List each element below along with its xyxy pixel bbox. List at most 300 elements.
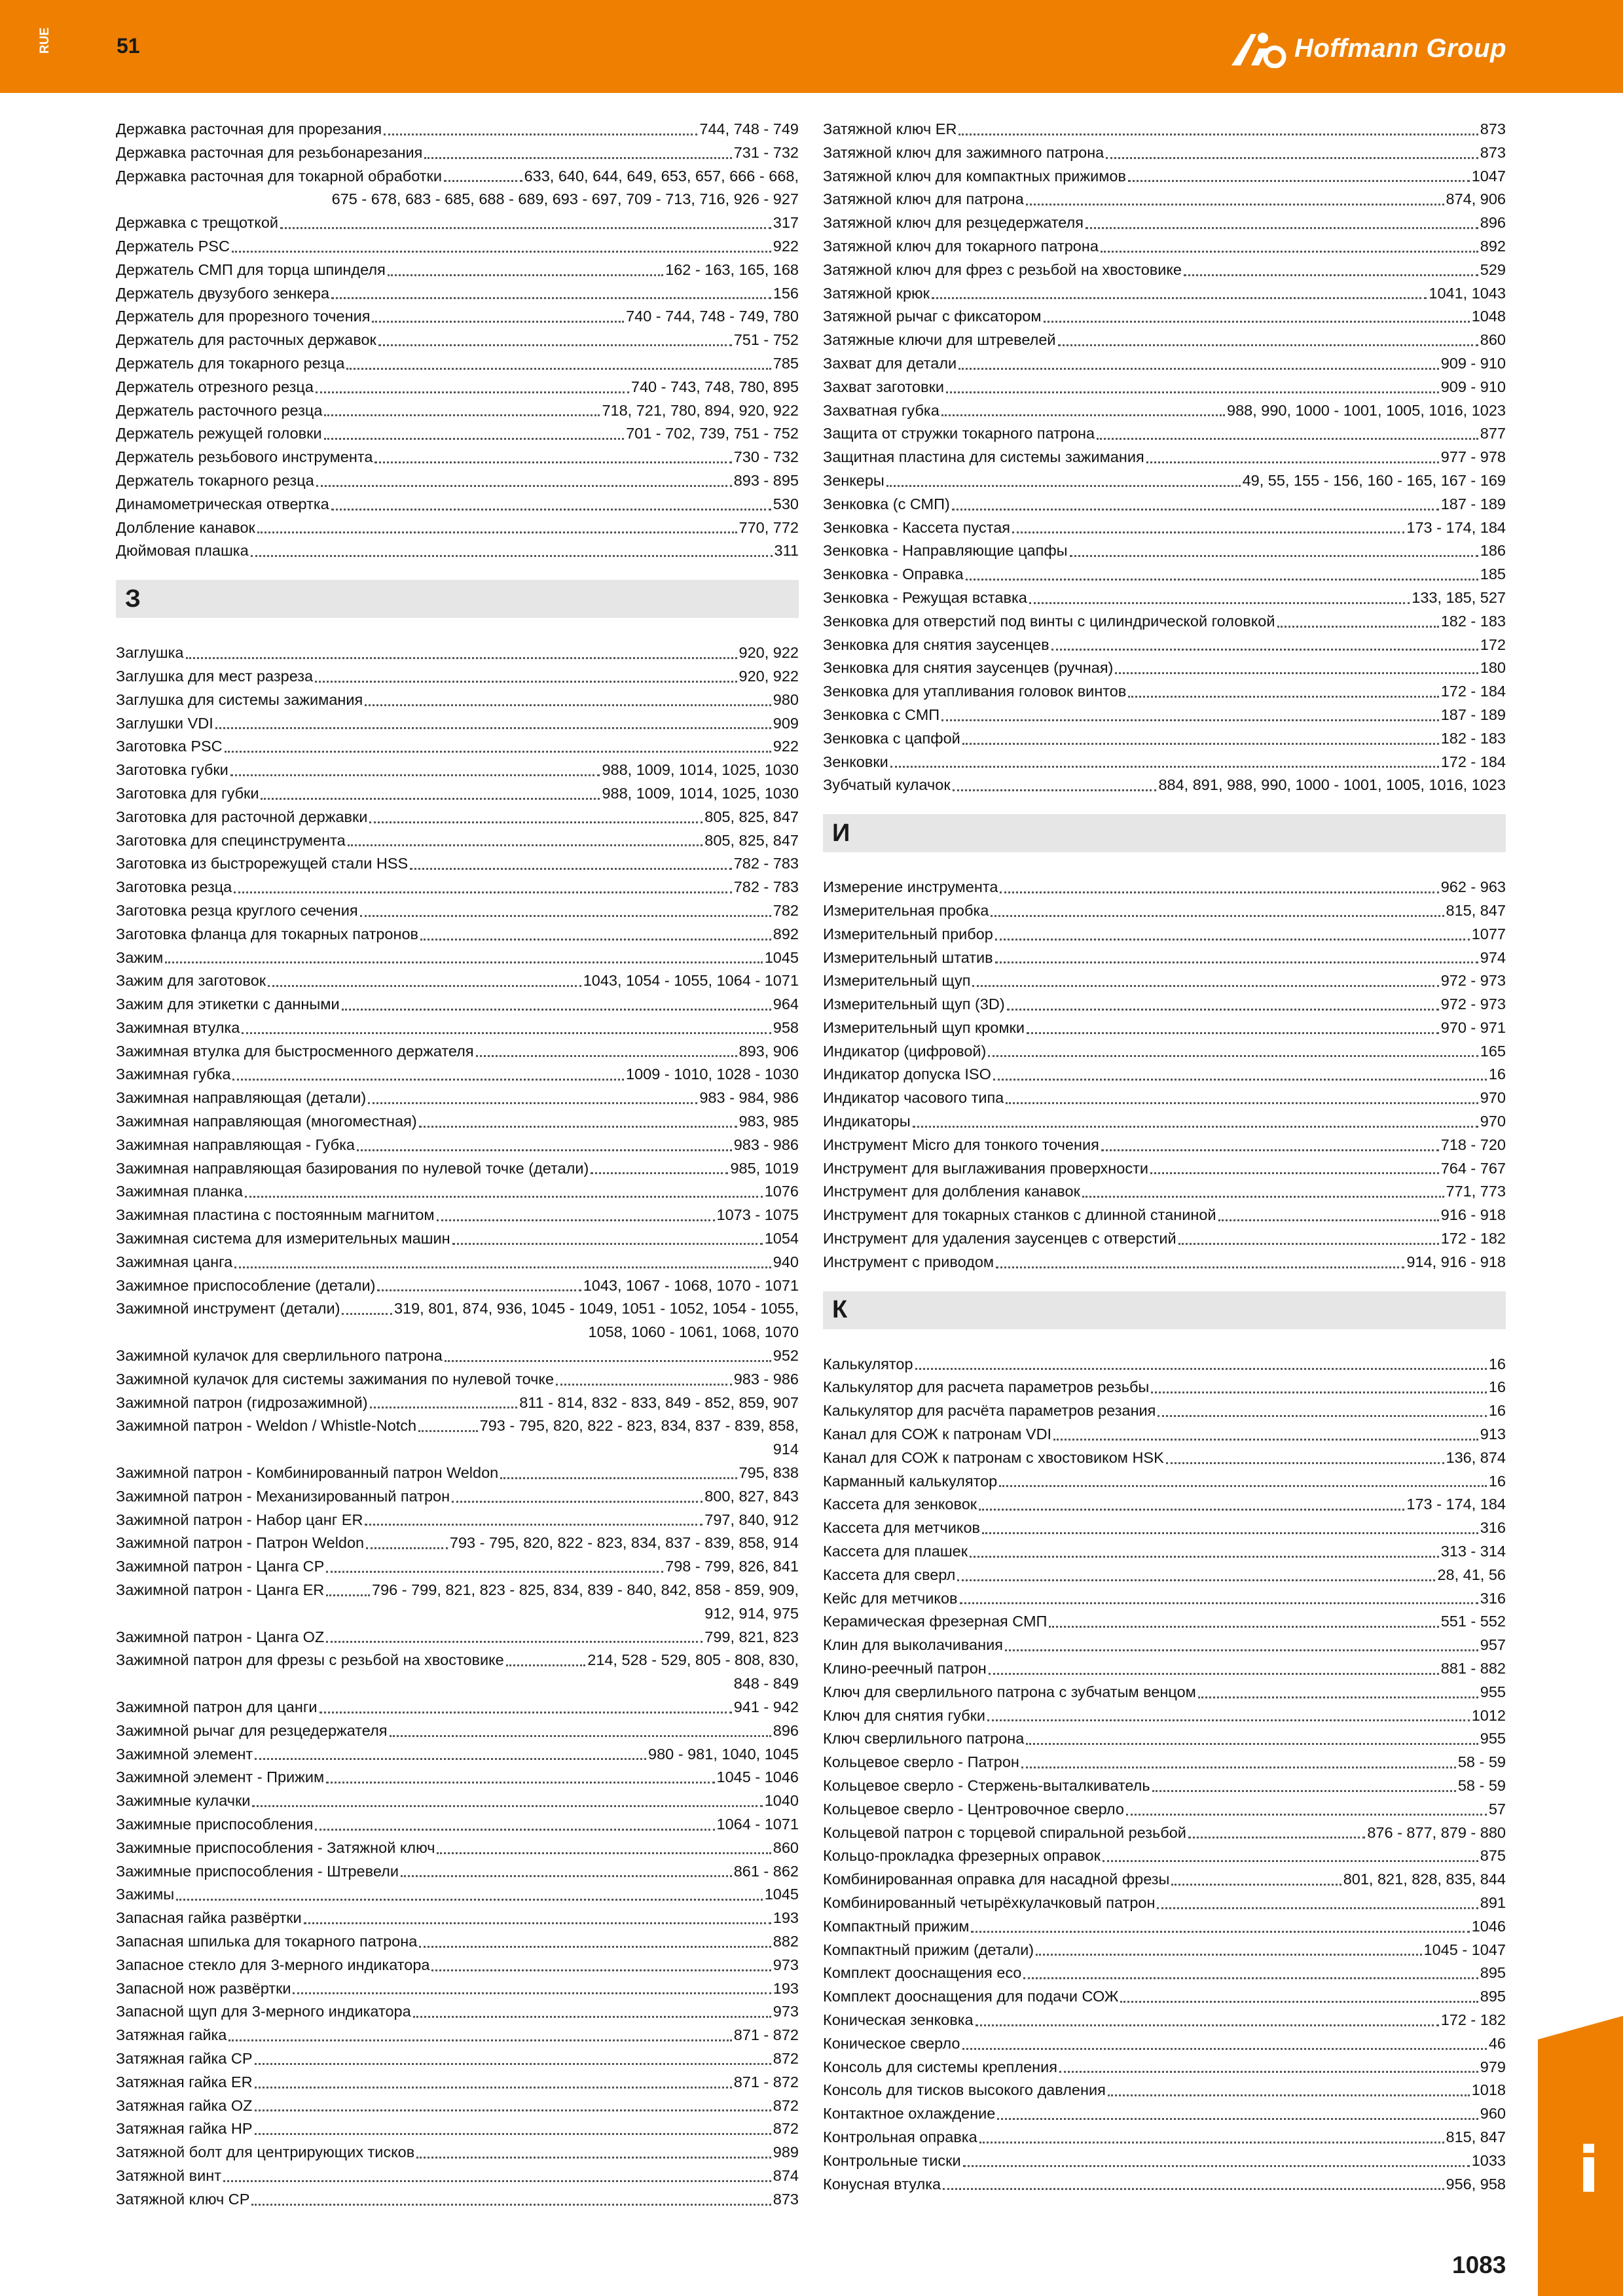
entry-term: Запасной щуп для 3-мерного индикатора bbox=[116, 2003, 411, 2020]
index-entry bbox=[823, 1587, 1506, 1611]
index-entry bbox=[823, 1939, 1506, 1962]
entry-pages: 914, 916 - 918 bbox=[1406, 1253, 1506, 1270]
index-entry bbox=[116, 2000, 799, 2024]
entry-term: Долбление канавок bbox=[116, 518, 255, 536]
entry-term: Держатель отрезного резца bbox=[116, 378, 314, 395]
entry-term: Державка расточная для токарной обработки bbox=[116, 167, 442, 185]
entry-pages: 782 - 783 bbox=[733, 878, 799, 896]
index-entry bbox=[116, 1626, 799, 1649]
entry-pages: 893 - 895 bbox=[733, 471, 799, 489]
dot-leader bbox=[556, 1384, 732, 1386]
index-entry bbox=[116, 2094, 799, 2118]
entry-term: Кассета для плашек bbox=[823, 1543, 968, 1560]
index-entry bbox=[823, 1821, 1506, 1845]
dot-leader bbox=[255, 1758, 646, 1760]
entry-term: Зажимной элемент - Прижим bbox=[116, 1768, 325, 1786]
index-entry bbox=[823, 2102, 1506, 2126]
index-entry bbox=[116, 1016, 799, 1040]
dot-leader bbox=[165, 961, 762, 963]
index-entry bbox=[116, 1227, 799, 1251]
index-entry bbox=[823, 1657, 1506, 1681]
entry-pages: 1077 bbox=[1471, 925, 1506, 942]
entry-pages: 319, 801, 874, 936, 1045 - 1049, 1051 - 1052, 1054 - 1055, bbox=[393, 1300, 799, 1318]
dot-leader bbox=[365, 1524, 702, 1526]
index-entry bbox=[116, 1368, 799, 1391]
index-entry bbox=[823, 1915, 1506, 1939]
dot-leader bbox=[1053, 1439, 1478, 1441]
entry-pages: 1047 bbox=[1471, 167, 1506, 185]
index-entry bbox=[823, 188, 1506, 211]
entry-term: Комбинированный четырёхкулачковый патрон bbox=[823, 1893, 1156, 1911]
entry-term: Зажимная втулка для быстросменного держателя bbox=[116, 1042, 474, 1060]
entry-term: Державка с трещоткой bbox=[116, 214, 279, 232]
dot-leader bbox=[1198, 1696, 1478, 1698]
entry-term: Затяжной крюк bbox=[823, 284, 930, 302]
entry-pages: 316 bbox=[1480, 1589, 1506, 1607]
dot-leader bbox=[1152, 1790, 1456, 1792]
entry-term: Зажимная губка bbox=[116, 1066, 231, 1083]
entry-pages: 1018 bbox=[1471, 2081, 1506, 2099]
entry-term: Зажимное приспособление (детали) bbox=[116, 1276, 376, 1294]
index-entry bbox=[823, 1251, 1506, 1274]
entry-term: Затяжная гайка OZ bbox=[116, 2096, 253, 2114]
entry-pages: 16 bbox=[1488, 1066, 1506, 1083]
entry-pages: 882 bbox=[773, 1932, 799, 1950]
entry-term: Зенковка для снятия заусенцев (ручная) bbox=[823, 659, 1114, 677]
entry-term: Затяжная гайка CP bbox=[116, 2049, 253, 2067]
entry-pages: 977 - 978 bbox=[1440, 448, 1506, 466]
entry-pages: 983 - 986 bbox=[733, 1136, 799, 1153]
dot-leader bbox=[991, 915, 1444, 917]
dot-leader bbox=[982, 1532, 1478, 1534]
entry-term: Зажимной патрон - Набор цанг ER bbox=[116, 1511, 363, 1528]
index-entry bbox=[823, 2079, 1506, 2102]
entry-pages: 881 - 882 bbox=[1440, 1660, 1506, 1677]
dot-leader bbox=[1128, 696, 1438, 698]
index-entry bbox=[823, 1540, 1506, 1564]
entry-pages: 892 bbox=[1480, 237, 1506, 255]
dot-leader bbox=[993, 1079, 1487, 1081]
index-entry bbox=[116, 641, 799, 665]
dot-leader bbox=[1115, 672, 1478, 674]
index-entry bbox=[823, 493, 1506, 516]
dot-leader bbox=[962, 743, 1439, 745]
entry-term: Зажимы bbox=[116, 1886, 175, 1903]
dot-leader bbox=[1000, 891, 1438, 893]
entry-term: Компактный прижим bbox=[823, 1917, 970, 1935]
entry-pages: 58 - 59 bbox=[1457, 1753, 1506, 1771]
entry-pages: 16 bbox=[1488, 1402, 1506, 1420]
index-entry bbox=[823, 165, 1506, 188]
entry-term: Индикатор часового типа bbox=[823, 1089, 1004, 1107]
entry-term: Компактный прижим (детали) bbox=[823, 1941, 1034, 1958]
index-entry bbox=[116, 141, 799, 165]
dot-leader bbox=[476, 1055, 737, 1057]
index-entry bbox=[823, 539, 1506, 563]
index-entry bbox=[823, 634, 1506, 657]
dot-leader bbox=[932, 297, 1427, 299]
hoffmann-logo-icon bbox=[1229, 29, 1288, 68]
entry-term: Затяжная гайка HP bbox=[116, 2120, 253, 2138]
dot-leader bbox=[445, 1360, 771, 1362]
index-entry bbox=[116, 969, 799, 993]
entry-pages: 980 bbox=[773, 691, 799, 708]
entry-pages: 920, 922 bbox=[739, 667, 799, 685]
entry-term: Карманный калькулятор bbox=[823, 1472, 998, 1490]
entry-term: Кольцо-прокладка фрезерных оправок bbox=[823, 1847, 1101, 1865]
entry-pages: 1048 bbox=[1471, 308, 1506, 325]
dot-leader bbox=[377, 1289, 581, 1291]
entry-term: Зажимной кулачок для системы зажимания по нулевой точке bbox=[116, 1370, 555, 1388]
entry-pages: 172 - 184 bbox=[1440, 683, 1506, 700]
entry-term: Держатель для прорезного точения bbox=[116, 308, 371, 325]
dot-leader bbox=[324, 414, 600, 416]
index-entry bbox=[823, 656, 1506, 680]
index-entry bbox=[823, 751, 1506, 774]
entry-term: Дюймовая плашка bbox=[116, 542, 249, 560]
index-entry bbox=[116, 1040, 799, 1064]
dot-leader bbox=[979, 2142, 1444, 2144]
entry-pages: 1046 bbox=[1471, 1917, 1506, 1935]
index-entry bbox=[823, 876, 1506, 899]
dot-leader bbox=[384, 134, 697, 135]
entry-pages: 973 bbox=[773, 1956, 799, 1973]
entry-pages: 941 - 942 bbox=[733, 1698, 799, 1715]
index-entry bbox=[116, 2071, 799, 2094]
index-entry bbox=[116, 1157, 799, 1181]
dot-leader bbox=[1023, 1977, 1478, 1979]
dot-leader bbox=[268, 985, 581, 987]
dot-leader bbox=[390, 1735, 771, 1737]
index-entry bbox=[116, 1086, 799, 1110]
index-entry bbox=[823, 141, 1506, 165]
entry-term: Зажимной патрон - Комбинированный патрон Weldon bbox=[116, 1464, 499, 1482]
entry-pages: 165 bbox=[1480, 1042, 1506, 1060]
index-entry bbox=[116, 899, 799, 923]
dot-leader bbox=[331, 509, 771, 511]
entry-pages: 793 - 795, 820, 822 - 823, 834, 837 - 839, 858, bbox=[479, 1417, 799, 1435]
entry-pages: 182 - 183 bbox=[1440, 612, 1506, 630]
entry-term: Зажимная направляющая (детали) bbox=[116, 1089, 367, 1107]
index-entry bbox=[823, 376, 1506, 399]
entry-pages: 172 - 184 bbox=[1440, 753, 1506, 770]
entry-term: Измерительный щуп bbox=[823, 972, 971, 990]
entry-term: Зенковки bbox=[823, 753, 888, 770]
dot-leader bbox=[230, 774, 600, 776]
entry-term: Затяжная гайка bbox=[116, 2026, 227, 2044]
index-entry bbox=[116, 946, 799, 970]
index-entry bbox=[823, 1376, 1506, 1399]
entry-pages: 718, 721, 780, 894, 920, 922 bbox=[602, 401, 799, 419]
entry-pages: 172 - 182 bbox=[1440, 2011, 1506, 2028]
dot-leader bbox=[989, 1673, 1439, 1675]
index-entry bbox=[823, 1610, 1506, 1634]
dot-leader bbox=[342, 1009, 771, 1011]
entry-term: Заглушка для мест разреза bbox=[116, 667, 314, 685]
entry-pages: 956, 958 bbox=[1446, 2175, 1506, 2193]
index-entry bbox=[116, 1509, 799, 1532]
index-entry bbox=[116, 1110, 799, 1134]
entry-pages: 16 bbox=[1488, 1472, 1506, 1490]
entry-pages: 1043, 1067 - 1068, 1070 - 1071 bbox=[583, 1276, 799, 1294]
index-entry bbox=[116, 2024, 799, 2047]
entry-term: Заготовка губки bbox=[116, 761, 228, 779]
entry-term: Зажимная планка bbox=[116, 1183, 243, 1200]
entry-pages: 740 - 744, 748 - 749, 780 bbox=[626, 308, 799, 325]
entry-term: Зажимная система для измерительных машин bbox=[116, 1230, 450, 1247]
dot-leader bbox=[346, 368, 771, 370]
index-entry bbox=[823, 946, 1506, 970]
dot-leader bbox=[987, 1719, 1470, 1721]
entry-term: Держатель для токарного резца bbox=[116, 354, 345, 372]
entry-pages: 989 bbox=[773, 2144, 799, 2161]
dot-leader bbox=[1128, 180, 1470, 182]
dot-leader bbox=[437, 1219, 715, 1221]
dot-leader bbox=[255, 2063, 771, 2065]
entry-pages: 983 - 986 bbox=[733, 1370, 799, 1388]
entry-pages: 916 - 918 bbox=[1440, 1206, 1506, 1224]
dot-leader bbox=[1101, 1149, 1439, 1151]
entry-term: Калькулятор для расчета параметров резьбы bbox=[823, 1378, 1150, 1396]
entry-pages: 730 - 732 bbox=[733, 448, 799, 466]
dot-leader bbox=[890, 766, 1439, 768]
entry-pages: 815, 847 bbox=[1446, 901, 1506, 919]
index-entry bbox=[116, 2141, 799, 2164]
entry-term: Кольцевое сверло - Центровочное сверло bbox=[823, 1800, 1124, 1818]
index-entry bbox=[823, 1564, 1506, 1587]
entry-pages: 909 - 910 bbox=[1440, 354, 1506, 372]
index-entry bbox=[116, 689, 799, 712]
index-entry bbox=[823, 1040, 1506, 1064]
entry-term: Держатель режущей головки bbox=[116, 425, 322, 442]
index-entry bbox=[823, 1470, 1506, 1494]
entry-pages: 173 - 174, 184 bbox=[1406, 1496, 1506, 1513]
entry-pages: 913 bbox=[1480, 1426, 1506, 1443]
entry-term: Инструмент Micro для тонкого точения bbox=[823, 1136, 1099, 1153]
entry-term: Затяжной рычаг с фиксатором bbox=[823, 308, 1042, 325]
index-entry bbox=[823, 1134, 1506, 1157]
index-entry bbox=[823, 923, 1506, 946]
entry-pages: 771, 773 bbox=[1446, 1183, 1506, 1200]
index-column-left bbox=[116, 118, 799, 2212]
index-entry bbox=[823, 774, 1506, 797]
entry-pages: 979 bbox=[1480, 2058, 1506, 2075]
index-entry bbox=[116, 712, 799, 736]
index-entry bbox=[116, 376, 799, 399]
dot-leader bbox=[242, 1032, 771, 1034]
index-entry bbox=[116, 493, 799, 516]
dot-leader bbox=[970, 1556, 1439, 1558]
entry-pages: 983 - 984, 986 bbox=[699, 1089, 799, 1107]
entry-term: Зажимные приспособления - Штревели bbox=[116, 1862, 399, 1880]
dot-leader bbox=[255, 2133, 771, 2135]
dot-leader bbox=[1184, 274, 1478, 276]
entry-term: Измерительный прибор bbox=[823, 925, 993, 942]
index-entry bbox=[116, 1391, 799, 1415]
dot-leader bbox=[245, 1196, 763, 1198]
index-entry bbox=[116, 1204, 799, 1227]
index-entry bbox=[116, 1134, 799, 1157]
entry-pages: 633, 640, 644, 649, 653, 657, 666 - 668, bbox=[524, 167, 799, 185]
index-entry bbox=[116, 539, 799, 563]
entry-term: Контрольные тиски bbox=[823, 2151, 961, 2169]
index-entry bbox=[116, 1180, 799, 1204]
entry-term: Коническая зенковка bbox=[823, 2011, 974, 2028]
dot-leader bbox=[1108, 2094, 1470, 2096]
index-entry bbox=[823, 2009, 1506, 2032]
dot-leader bbox=[1021, 1767, 1456, 1768]
entry-pages: 57 bbox=[1488, 1800, 1506, 1818]
dot-leader bbox=[370, 1407, 518, 1408]
entry-term: Измерительный щуп (3D) bbox=[823, 996, 1005, 1013]
entry-pages: 800, 827, 843 bbox=[704, 1487, 799, 1505]
entry-term: Зажимные приспособления bbox=[116, 1815, 314, 1833]
entry-pages: 317 bbox=[773, 214, 799, 232]
entry-term: Держатель расточного резца bbox=[116, 401, 323, 419]
index-entry bbox=[116, 1860, 799, 1884]
index-entry bbox=[116, 2164, 799, 2188]
dot-leader bbox=[1106, 157, 1478, 159]
entry-pages: 162 - 163, 165, 168 bbox=[665, 260, 799, 278]
index-entry bbox=[823, 1751, 1506, 1774]
entry-term: Измерительный щуп кромки bbox=[823, 1018, 1025, 1036]
entry-term: Зажимной патрон - Цанга OZ bbox=[116, 1628, 325, 1645]
entry-term: Зажимные приспособления - Затяжной ключ bbox=[116, 1839, 435, 1856]
entry-pages: 805, 825, 847 bbox=[704, 831, 799, 849]
index-entry bbox=[823, 1110, 1506, 1134]
entry-pages: 1043, 1054 - 1055, 1064 - 1071 bbox=[583, 972, 799, 990]
index-entry bbox=[823, 1227, 1506, 1251]
entry-term: Зенковка - Направляющие цапфы bbox=[823, 542, 1068, 560]
index-entry bbox=[116, 1649, 799, 1696]
entry-pages: 1012 bbox=[1471, 1706, 1506, 1724]
dot-leader bbox=[365, 704, 771, 706]
entry-pages: 156 bbox=[773, 284, 799, 302]
entry-term: Измерительная пробка bbox=[823, 901, 989, 919]
entry-term: Затяжной ключ для компактных прижимов bbox=[823, 167, 1126, 185]
entry-term: Зажимная направляющая - Губка bbox=[116, 1136, 355, 1153]
entry-pages: 895 bbox=[1480, 1988, 1506, 2005]
entry-pages: 172 - 182 bbox=[1440, 1230, 1506, 1247]
entry-pages: 811 - 814, 832 - 833, 849 - 852, 859, 907 bbox=[519, 1393, 799, 1411]
entry-term: Инструмент для долбления канавок bbox=[823, 1183, 1080, 1200]
entry-pages: 1045 - 1046 bbox=[716, 1768, 799, 1786]
index-entry bbox=[823, 1204, 1506, 1227]
dot-leader bbox=[378, 344, 732, 346]
index-entry bbox=[116, 352, 799, 376]
entry-pages: 1033 bbox=[1471, 2151, 1506, 2169]
entry-term: Державка расточная для прорезания bbox=[116, 120, 382, 137]
entry-term: Державка расточная для резьбонарезания bbox=[116, 143, 423, 161]
dot-leader bbox=[1126, 1814, 1487, 1816]
index-entry bbox=[116, 782, 799, 806]
dot-leader bbox=[1029, 602, 1410, 604]
dot-leader bbox=[1277, 626, 1439, 628]
dot-leader bbox=[1049, 1626, 1438, 1628]
index-entry bbox=[823, 118, 1506, 141]
dot-leader bbox=[952, 509, 1439, 511]
entry-pages: 186 bbox=[1480, 542, 1506, 560]
entry-term: Заготовка для губки bbox=[116, 784, 259, 802]
entry-term: Зажимной патрон - Weldon / Whistle-Notch bbox=[116, 1417, 417, 1435]
dot-leader bbox=[958, 368, 1439, 370]
entry-pages: 701 - 702, 739, 751 - 752 bbox=[626, 425, 799, 442]
index-entry bbox=[823, 993, 1506, 1016]
index-entry bbox=[823, 1493, 1506, 1516]
dot-leader bbox=[326, 1782, 714, 1784]
index-entry bbox=[823, 329, 1506, 352]
entry-pages: 972 - 973 bbox=[1440, 972, 1506, 990]
entry-term: Зажимная направляющая базирования по нулевой точке (детали) bbox=[116, 1159, 589, 1177]
index-entry bbox=[116, 1344, 799, 1368]
dot-leader bbox=[995, 961, 1478, 963]
entry-pages: 1009 - 1010, 1028 - 1030 bbox=[626, 1066, 799, 1083]
index-entry bbox=[823, 1016, 1506, 1040]
entry-term: Зенкеры bbox=[823, 471, 884, 489]
entry-term: Зажимной патрон - Механизированный патрон bbox=[116, 1487, 450, 1505]
entry-term: Зажимные кулачки bbox=[116, 1792, 251, 1810]
entry-pages: 193 bbox=[773, 1909, 799, 1927]
entry-term: Кассета для метчиков bbox=[823, 1519, 981, 1537]
info-icon[interactable]: i bbox=[1578, 2134, 1599, 2207]
index-entry bbox=[116, 1837, 799, 1860]
entry-term: Зенковка (с СМП) bbox=[823, 495, 950, 512]
entry-pages: 801, 821, 828, 835, 844 bbox=[1343, 1871, 1506, 1888]
index-entry bbox=[116, 305, 799, 329]
index-entry bbox=[823, 2032, 1506, 2056]
entry-pages: 988, 1009, 1014, 1025, 1030 bbox=[602, 784, 799, 802]
entry-pages: 136, 874 bbox=[1446, 1448, 1506, 1466]
index-entry bbox=[116, 259, 799, 282]
index-entry bbox=[116, 1579, 799, 1626]
entry-pages: 185 bbox=[1480, 565, 1506, 583]
dot-leader bbox=[228, 2039, 731, 2041]
entry-term: Калькулятор для расчёта параметров резания bbox=[823, 1402, 1156, 1420]
entry-pages: 193 bbox=[773, 1979, 799, 1997]
dot-leader bbox=[420, 939, 771, 941]
dot-leader bbox=[1151, 1391, 1487, 1393]
entry-pages: 795, 838 bbox=[739, 1464, 799, 1482]
entry-pages: 871 - 872 bbox=[733, 2073, 799, 2090]
index-entry bbox=[823, 680, 1506, 704]
entry-term: Клин для выколачивания bbox=[823, 1636, 1003, 1654]
dot-leader bbox=[416, 2157, 771, 2159]
dot-leader bbox=[996, 1266, 1404, 1268]
dot-leader bbox=[369, 821, 702, 823]
dot-leader bbox=[251, 555, 773, 557]
index-entry bbox=[116, 1555, 799, 1579]
dot-leader bbox=[915, 1368, 1487, 1370]
entry-pages: 861 - 862 bbox=[733, 1862, 799, 1880]
index-entry bbox=[823, 1353, 1506, 1376]
entry-pages: 180 bbox=[1480, 659, 1506, 677]
dot-leader bbox=[913, 1126, 1478, 1128]
dot-leader bbox=[941, 414, 1225, 416]
entry-pages: 1076 bbox=[764, 1183, 799, 1200]
index-entry bbox=[116, 1813, 799, 1837]
entry-term: Держатель двузубого зенкера bbox=[116, 284, 330, 302]
entry-term: Кольцевой патрон с торцевой спиральной резьбой bbox=[823, 1823, 1186, 1841]
entry-term: Индикатор (цифровой) bbox=[823, 1042, 987, 1060]
entry-term: Зажимной патрон для цанги bbox=[116, 1698, 318, 1715]
brand-name: Hoffmann Group bbox=[1294, 33, 1506, 63]
dot-leader bbox=[374, 461, 731, 463]
entry-term: Зенковка для снятия заусенцев bbox=[823, 636, 1049, 653]
entry-term: Консоль для тисков высокого давления bbox=[823, 2081, 1106, 2099]
entry-pages: 799, 821, 823 bbox=[704, 1628, 799, 1645]
dot-leader bbox=[232, 1079, 624, 1081]
section-letter-section_i: И bbox=[823, 814, 1506, 852]
